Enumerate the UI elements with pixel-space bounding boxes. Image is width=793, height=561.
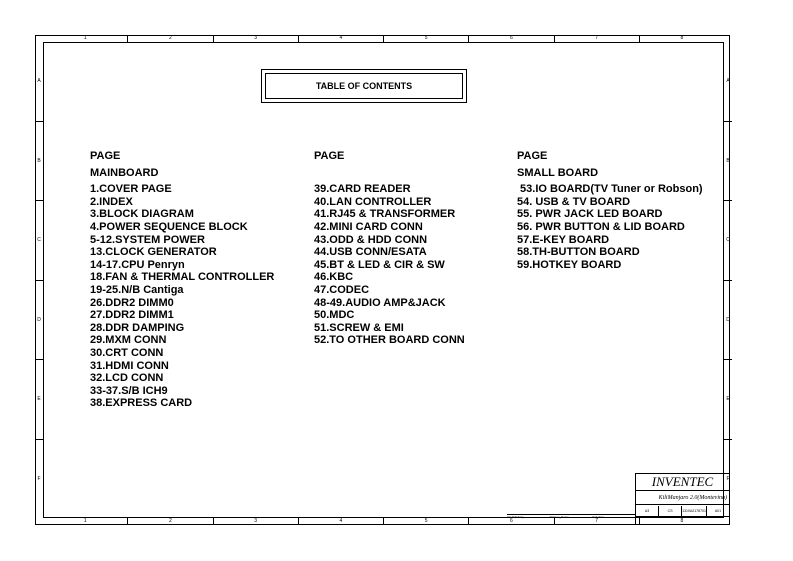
toc-entry: 27.DDR2 DIMM1 [90,309,174,322]
ruler-col: 5 [383,35,468,42]
toc-entry: 1.COVER PAGE [90,183,172,196]
column-heading: PAGE [517,150,548,162]
section-heading: SMALL BOARD [517,166,599,179]
toc-entry: 43.ODD & HDD CONN [314,233,428,246]
revision-value: A01 [706,506,729,516]
ruler-row: D [35,280,43,360]
toc-entry: 40.LAN CONTROLLER [314,195,432,208]
toc-entry: 3.BLOCK DIAGRAM [90,208,194,221]
column-heading: PAGE [90,150,121,162]
toc-entry: 56. PWR BUTTON & LID BOARD [517,220,685,233]
code-value: CS [658,506,681,516]
ruler-col: 3 [213,35,298,42]
drawer-name-label: Drawer_Name [549,515,570,519]
toc-entry: 57.E-KEY BOARD [517,233,610,246]
ruler-col: 1 [83,35,87,41]
toc-entry: 13.CLOCK GENERATOR [90,246,217,259]
drawing-title: KiliManjaro 2.0(Montevina) [636,491,729,505]
toc-title-box [261,69,467,103]
toc-entry: 53.IO BOARD(TV Tuner or Robson) [517,183,703,196]
change-history-row [507,514,635,520]
toc-entry: 32.LCD CONN [90,372,164,385]
toc-entry: 30.CRT CONN [90,346,164,359]
schematic-date-label: Sch.date [592,515,605,519]
toc-title: TABLE OF CONTENTS [265,73,463,99]
toc-entry: 26.DDR2 DIMM0 [90,296,174,309]
toc-entry: 58.TH-BUTTON BOARD [517,246,640,259]
document-number: 1310A2178701 [681,506,706,516]
toc-entry: 38.EXPRESS CARD [90,397,193,410]
toc-entry: 41.RJ45 & TRANSFORMER [314,208,456,221]
toc-column-small-board [517,150,703,271]
toc-entry: 42.MINI CARD CONN [314,220,423,233]
title-block-info-row [636,506,729,517]
toc-entry: 18.FAN & THERMAL CONTROLLER [90,271,275,284]
ruler-col: 4 [298,518,383,525]
ruler-col: 5 [383,518,468,525]
toc-entry: 19-25.N/B Cantiga [90,283,184,296]
ruler-row: F [724,439,732,519]
toc-entry: 52.TO OTHER BOARD CONN [314,334,465,347]
ruler-col: 2 [127,35,212,42]
ruler-row: D [724,280,732,360]
ruler-col: 8 [639,518,724,525]
toc-entry: 2.INDEX [90,195,133,208]
toc-entry: 5-12.SYSTEM POWER [90,233,205,246]
ruler-col: 2 [127,518,212,525]
ruler-col: 7 [554,518,639,525]
toc-entry: 4.POWER SEQUENCE BLOCK [90,220,248,233]
toc-entry: 46.KBC [314,271,354,284]
toc-entry: 45.BT & LED & CIR & SW [314,258,445,271]
toc-entry: 31.HDMI CONN [90,359,169,372]
ruler-col: 6 [468,35,553,42]
ruler-col: 4 [298,35,383,42]
ruler-row: A [726,78,730,85]
ruler-row: A [37,78,41,85]
title-block [635,473,730,525]
toc-column-mainboard [90,150,274,410]
toc-entry: 29.MXM CONN [90,334,167,347]
toc-entry: 39.CARD READER [314,183,411,196]
ruler-col: 1 [83,518,87,524]
ruler-col: 6 [468,518,553,525]
change-by-label: CHANGE by [507,515,524,519]
toc-entry: 54. USB & TV BOARD [517,195,631,208]
toc-entry: 47.CODEC [314,283,370,296]
ruler-row: B [724,121,732,201]
ruler-row: E [35,359,43,439]
ruler-row: C [35,200,43,280]
ruler-row: E [724,359,732,439]
ruler-row: B [35,121,43,201]
company-name: INVENTEC [636,474,729,491]
ruler-col: 3 [213,518,298,525]
toc-column-2 [314,150,465,347]
toc-entry: 14-17.CPU Penryn [90,258,185,271]
toc-entry: 51.SCREW & EMI [314,321,404,334]
toc-entry: 28.DDR DAMPING [90,321,185,334]
ruler-row: C [724,200,732,280]
toc-entry: 48-49.AUDIO AMP&JACK [314,296,446,309]
section-heading: MAINBOARD [90,166,159,179]
toc-entry: 59.HOTKEY BOARD [517,258,622,271]
column-heading: PAGE [314,150,345,162]
ruler-col: 8 [639,35,724,42]
toc-entry: 33-37.S/B ICH9 [90,384,168,397]
toc-entry: 55. PWR JACK LED BOARD [517,208,663,221]
size-value: A3 [644,509,650,513]
ruler-col: 7 [554,35,639,42]
toc-entry: 44.USB CONN/ESATA [314,246,427,259]
toc-entry: 50.MDC [314,309,355,322]
ruler-row: F [35,439,43,519]
